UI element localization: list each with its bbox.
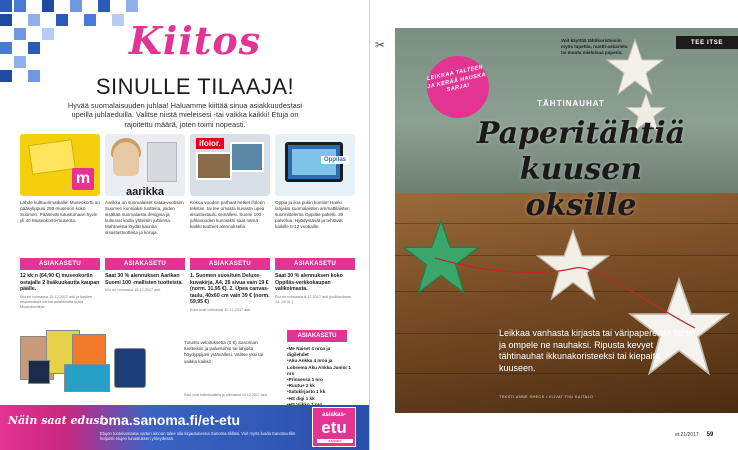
- ifolor-image: [190, 134, 270, 196]
- sanoma-magazines-image: [20, 330, 150, 396]
- intro-text: Hyvää suomalaisuuden juhlaa! Haluamme kiittää sinua asiakkuudestasi upeilla juhlaeduilla. Valitse niistä mieleisesi -tai vaikka kaikki! Etuja on rajoitettu määrä, joten toimi nopeasti.: [67, 101, 303, 129]
- oppilas-logo: Oppilas: [321, 156, 349, 164]
- list-item: • HS digi 1 kk: [287, 396, 351, 402]
- offer-description: Kokoa vuoden parhaat hetket ifolorin tekstiin. tai tee omasta kuvasta upea sisustustaulu seinällesi. Suomi 100 -juhlavuoden kunniaksi saat nämä kaikki tuotteet alennuksella.: [190, 200, 265, 230]
- side-note: Voit käyttää tähtikoristeisiin myös tapettia, nuotti-askarielu tai muuta mieluisaa paperia.: [561, 38, 628, 55]
- title-line: Paperitähtiä: [476, 116, 686, 151]
- badge-text: LEIKKAA TALTEEN JA KERÄÄ HAUSKA SARJA!: [426, 64, 487, 94]
- page-number: 59: [706, 432, 714, 438]
- footer-url-link[interactable]: oma.sanoma.fi/et-etu: [100, 412, 241, 428]
- offer-fineprint: Etu on voimassa 15.12.2017 asti ja koskee ensimmäistä kertaa asiakkuutta uusia Museokortteja.: [20, 294, 93, 309]
- offer-deal: 12 kk:n (64,90 €) museokortin ostajalle 2 lisäkuukautta kaupan päälle.: [20, 273, 100, 293]
- headline-main: SINULLE TILAAJA!: [95, 74, 295, 99]
- list-item: • Ruutu+ 2 kk: [287, 383, 351, 389]
- offer-ifolor: [190, 134, 270, 313]
- offer-museokortti: [20, 134, 100, 310]
- footer-band: [0, 405, 370, 450]
- sanoma-offer-list: [287, 346, 351, 414]
- headline-script: Kiitos: [128, 18, 262, 63]
- offer-description: Oppia ja iloa pukin kontiin! Hanki lahjaksi suomalaisten ammattilaisten suunnittelema Oppiläs-paketti. 30 palvelua. Hyödyntävät ja tehtävät kaikille 0-12 vuotiaille.: [275, 200, 350, 230]
- offer-tag: ASIAKASETU: [190, 258, 270, 270]
- museokortti-m-badge: m: [72, 168, 94, 190]
- page-folio: [675, 432, 713, 438]
- museokortti-image: [20, 134, 100, 196]
- offer-fineprint: Etu on voimassa 6.12.2017 asti (poikkeuksen 24.-26.11.): [275, 294, 352, 304]
- offer-description: Aarikka on suomalaiset sataa-vuotisen Suomen kunniaksi tuotteita, joiden sisältää suomalaista designia ja kulsuvat kodin yhteisiin juhliinsa. Mahtavista löydät kaunita sisustustuotteita ja koruja.: [105, 200, 184, 236]
- offer-description: Lähde kulttuurimatkalle! Museokortti on pääsylippusi 250 museoon koko Suomen. Pääsevät tutustumaan hyvin yli 40 Museokortti-museota.: [20, 200, 100, 224]
- right-page: [371, 0, 738, 450]
- sanoma-offer-fineprint: Edut ovat trällerkaikkiin ja voimassa 15.12.2017 asti.: [184, 393, 268, 397]
- asiakasetu-logo: asiakas- etu SANOMA: [312, 407, 356, 447]
- offer-tag: ASIAKASETU: [20, 258, 100, 270]
- list-item: • Aku Ankka 4 nroa ja Lobsema Aku Ankka Junior 1 nro: [287, 358, 351, 377]
- offer-oppilas: [275, 134, 355, 305]
- sanoma-offer-tag: ASIAKASETU: [287, 330, 347, 342]
- scissors-icon: ✂: [375, 38, 386, 52]
- aarikka-logo: aarikka: [126, 186, 164, 198]
- list-item: • Me Naiset 4 nroa ja digilehdet: [287, 346, 351, 358]
- footer-how-label: Näin saat edusi:: [8, 414, 108, 427]
- offer-deal: 1. Suomen suosituin Deluxe-kuvakirja, A4, 26 sivua vain 19 € (norm. 31,95 €). 2. Upea canvas-taulu, 40x60 cm vain 39 € (norm. 59,95 €): [190, 273, 270, 306]
- sanoma-offer-text: Tutustu veloituksetta (0 €) Sanoman tuotteisiin ja palveluihin tai lahjoita höydyppijasi ystävällesi. Valitse yksi tai vaikka kaikki!: [184, 340, 264, 364]
- oppilas-image: [275, 134, 355, 196]
- offer-deal: Saat 30 % alennuksen Aarikan Suomi 100 -mallisten tuotteista.: [105, 273, 183, 286]
- title-line: kuusen oksille: [519, 152, 643, 223]
- offer-aarikka: [105, 134, 185, 293]
- offer-tag: ASIAKASETU: [105, 258, 185, 270]
- ifolor-logo: ifolor.: [196, 138, 224, 149]
- offer-fineprint: Edut ovat voimassa 10.12.2017 asti.: [190, 307, 252, 312]
- footer-subtext: Etujen tuotekamaisia varten ainoan tulee olla kirjautuneena Sanoma-tililläsi. Voit myös luoda Sanoma-tilin helposti etujen lunastuksen yhteydessä.: [100, 431, 296, 442]
- offer-deal: Saat 30 % alennuksen koko Oppiläs-verkkokaupan valikoimasta.: [275, 273, 343, 293]
- list-item: • Prinsessa 1 nro: [287, 377, 351, 383]
- kicker-title: TÄHTINAUHAT: [537, 99, 605, 108]
- article-body: Leikkaa vanhasta kirjasta tai väripapereista tähtiä ja ompele ne nauhaksi. Ripusta kevyet tähtinauhat ikkunakoristeeksi tai kiepaita kuuseen.: [499, 328, 696, 373]
- article-title: [461, 116, 701, 224]
- offer-fineprint: Etu on voimassa 15.12.2017 asti.: [105, 288, 162, 293]
- list-item: • Satukirjasto 1 kk: [287, 389, 351, 395]
- offer-tag: ASIAKASETU: [275, 258, 355, 270]
- issue-label: et 21/2017: [675, 432, 699, 438]
- photo-credit: TEKSTI ANNE SHECK • KUVAT TIIU KAITALO: [499, 395, 594, 399]
- section-tab-label: TEE ITSE: [690, 39, 724, 46]
